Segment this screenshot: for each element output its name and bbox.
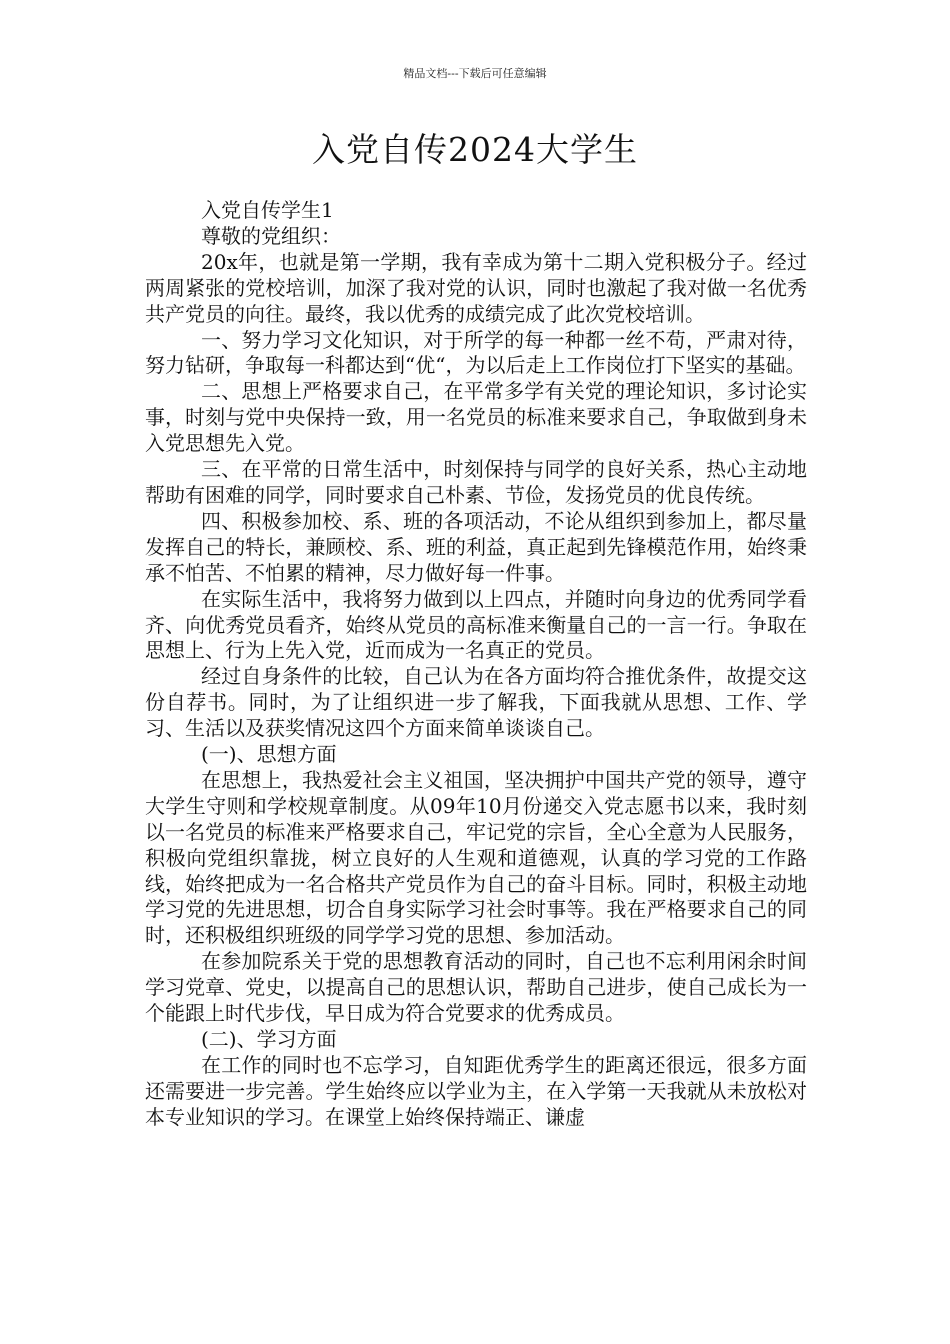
header-note: 精品文档---下载后可任意编辑 [403, 67, 547, 80]
paragraph: 一、努力学习文化知识，对于所学的每一种都一丝不苟，严肃对待，努力钻研，争取每一科都达到“优“，为以后走上工作岗位打下坚实的基础。 [145, 327, 807, 378]
paragraph: 在实际生活中，我将努力做到以上四点，并随时向身边的优秀同学看齐、向优秀党员看齐，始终从党员的高标准来衡量自己的一言一行。争取在思想上、行为上先入党，近而成为一名真正的党员。 [145, 586, 807, 663]
paragraph: 二、思想上严格要求自己，在平常多学有关党的理论知识，多讨论实事，时刻与党中央保持一致，用一名党员的标准来要求自己，争取做到身未入党思想先入党。 [145, 379, 807, 456]
paragraph: 经过自身条件的比较，自己认为在各方面均符合推优条件，故提交这份自荐书。同时，为了让组织进一步了解我，下面我就从思想、工作、学习、生活以及获奖情况这四个方面来简单谈谈自己。 [145, 664, 807, 741]
paragraph: 三、在平常的日常生活中，时刻保持与同学的良好关系，热心主动地帮助有困难的同学，同时要求自己朴素、节俭，发扬党员的优良传统。 [145, 457, 807, 507]
document-body [145, 198, 807, 1131]
paragraph: 在思想上，我热爱社会主义祖国，坚决拥护中国共产党的领导，遵守大学生守则和学校规章制度。从09年10月份递交入党志愿书以来，我时刻以一名党员的标准来严格要求自己，牢记党的宗旨，全心全意为人民服务，积极向党组织靠拢，树立良好的人生观和道德观，认真的学习党的工作路线，始终把成为一名合格共产党员作为自己的奋斗目标。同时，积极主动地学习党的先进思想，切合自身实际学习社会时事等。我在严格要求自己的同时，还积极组织班级的同学学习党的思想、参加活动。 [145, 767, 807, 948]
paragraph: 在工作的同时也不忘学习，自知距优秀学生的距离还很远，很多方面还需要进一步完善。学生始终应以学业为主，在入学第一天我就从未放松对本专业知识的学习。在课堂上始终保持端正、谦虚 [145, 1052, 807, 1129]
paragraph: 20x年，也就是第一学期，我有幸成为第十二期入党积极分子。经过两周紧张的党校培训，加深了我对党的认识，同时也激起了我对做一名优秀共产党员的向往。最终，我以优秀的成绩完成了此次党校培训。 [145, 249, 807, 326]
section-heading: (一)、思想方面 [201, 742, 337, 767]
document-title: 入党自传2024大学生 [312, 130, 638, 169]
paragraph: 在参加院系关于党的思想教育活动的同时，自己也不忘利用闲余时间学习党章、党史，以提高自己的思想认识，帮助自己进步，使自己成长为一个能跟上时代步伐，早日成为符合党要求的优秀成员。 [145, 949, 807, 1026]
paragraph: 四、积极参加校、系、班的各项活动，不论从组织到参加上，都尽量发挥自己的特长，兼顾校、系、班的利益，真正起到先锋模范作用，始终秉承不怕苦、不怕累的精神，尽力做好每一件事。 [145, 508, 807, 585]
paragraph-salutation: 尊敬的党组织： [201, 223, 341, 248]
section-heading: (二)、学习方面 [201, 1027, 337, 1051]
paragraph-subtitle: 入党自传学生1 [201, 198, 334, 222]
